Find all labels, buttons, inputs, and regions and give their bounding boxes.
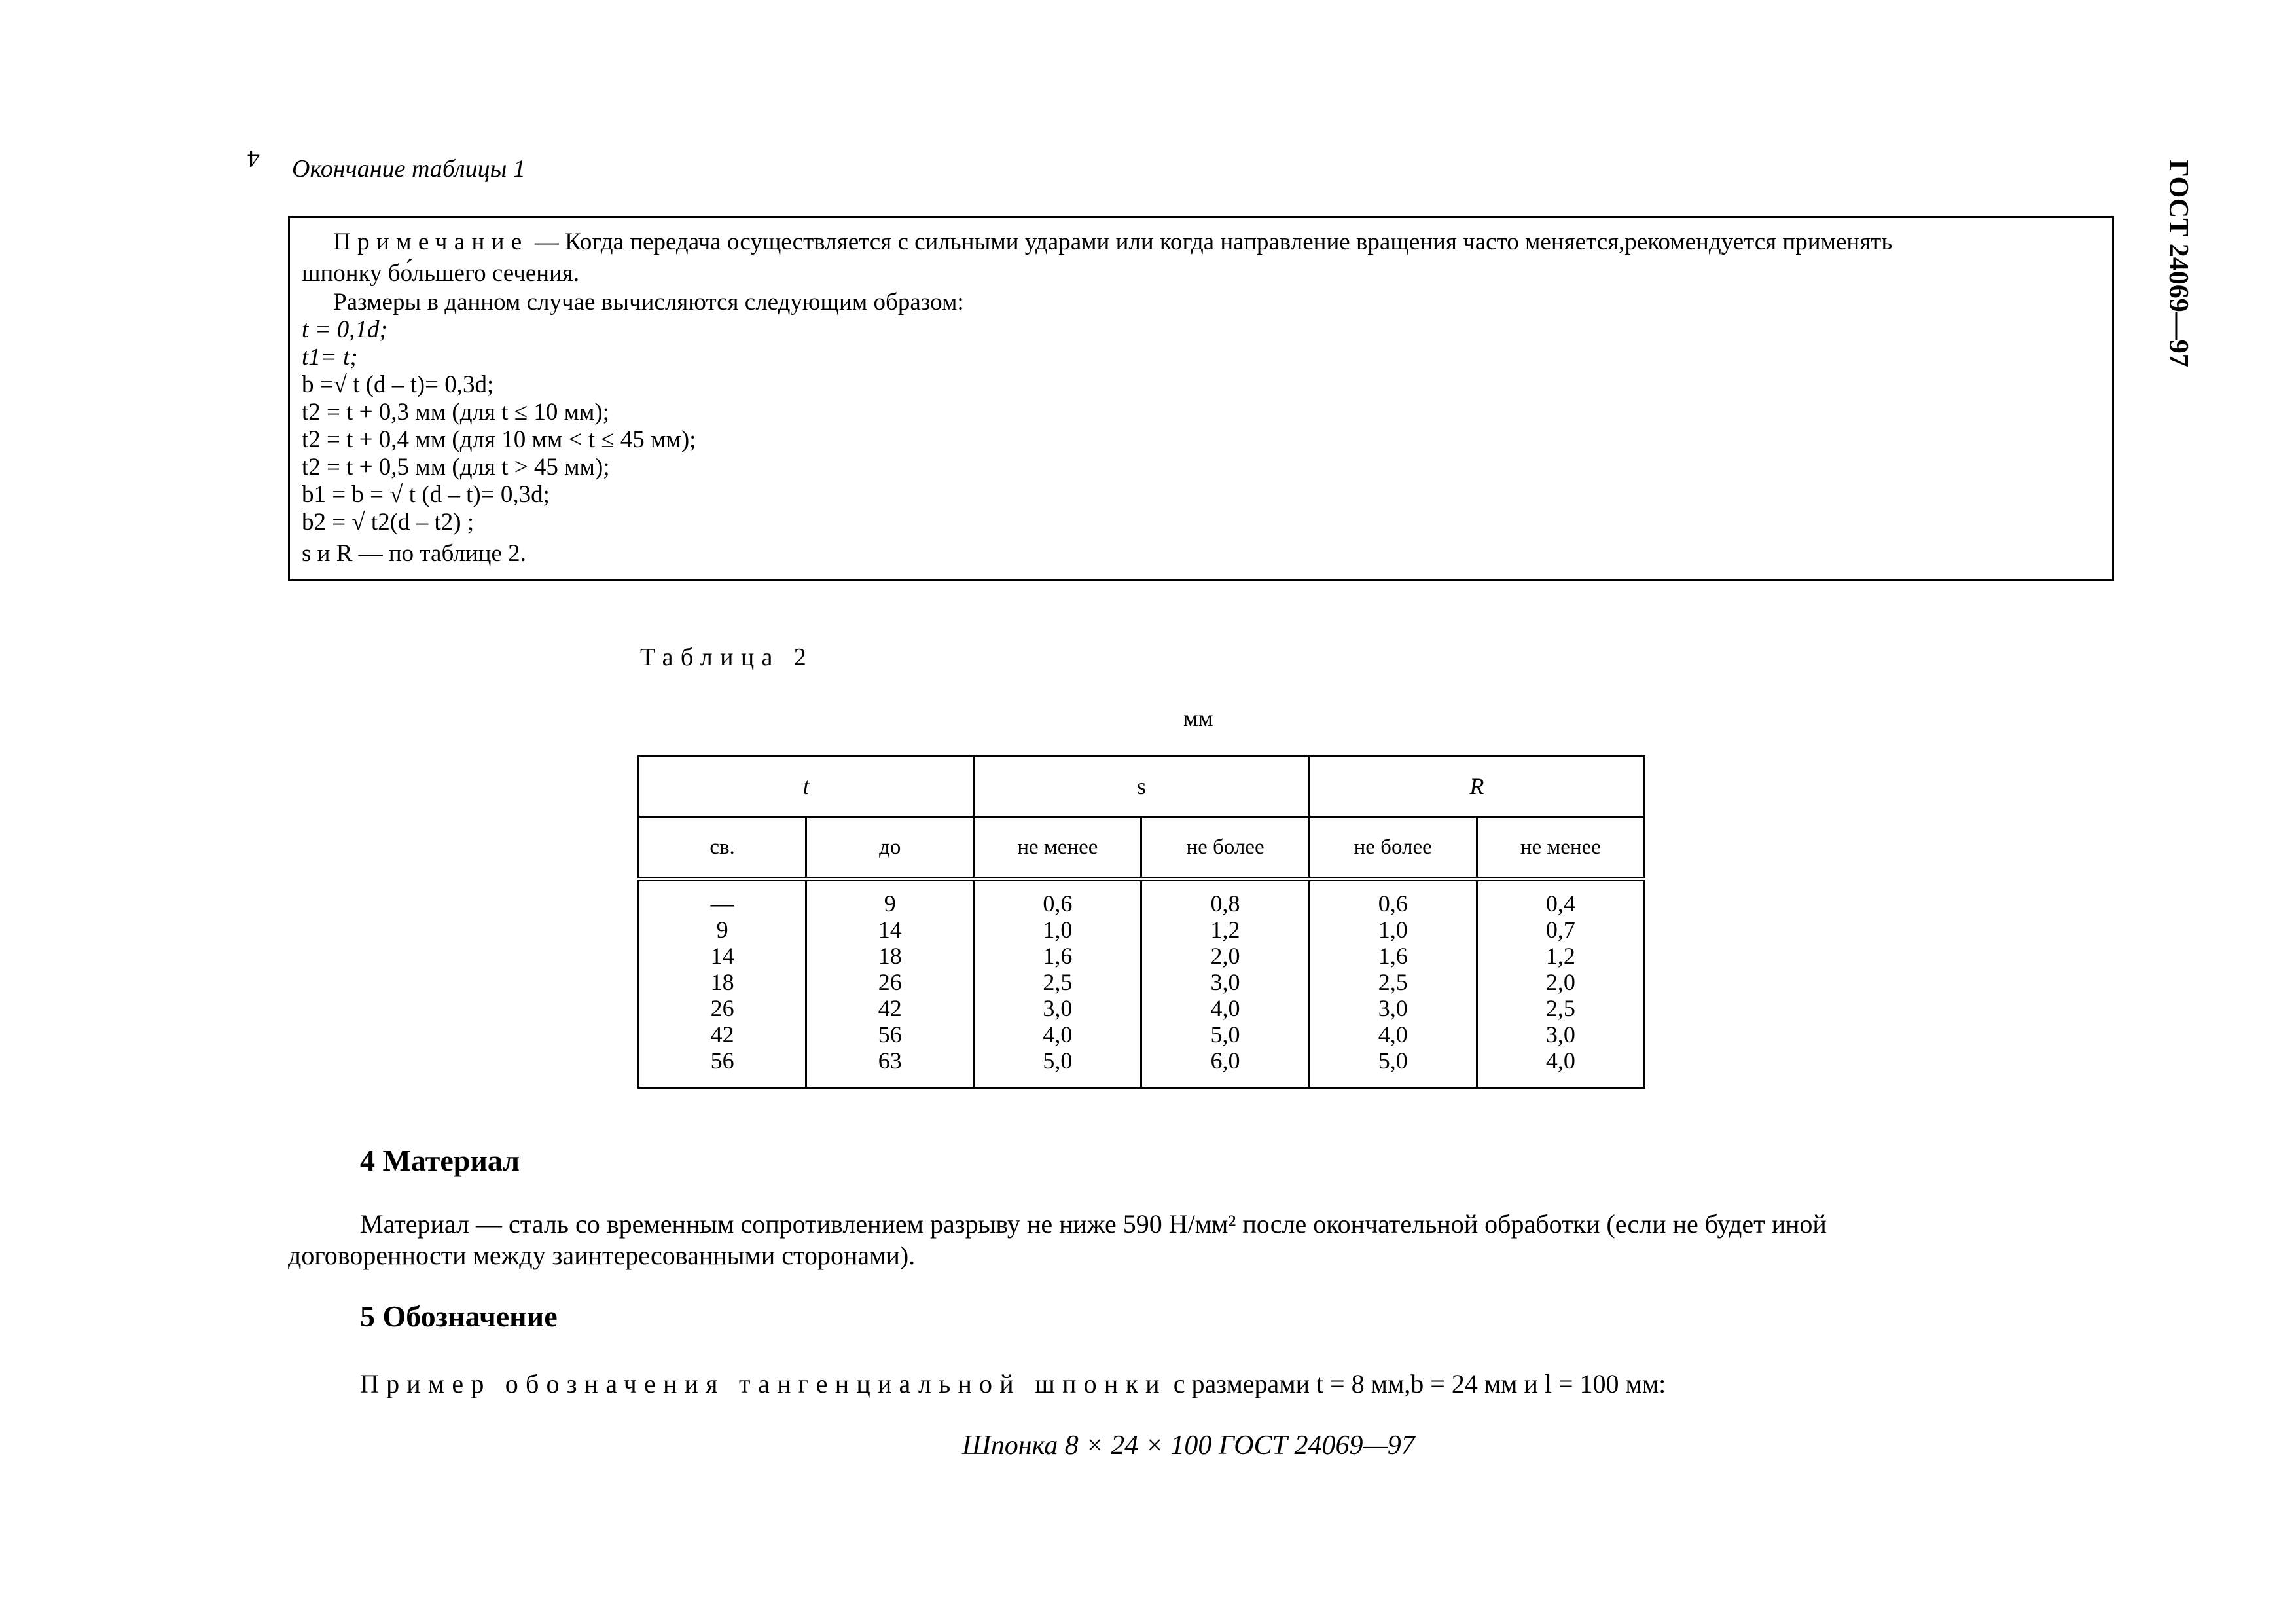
subheader-r-min: не менее <box>1477 817 1644 879</box>
column-r-max <box>1309 879 1477 1088</box>
table-cell: 3,0 <box>1043 995 1073 1021</box>
table-cell: 3,0 <box>1210 969 1240 995</box>
table-cell: 4,0 <box>1210 995 1240 1021</box>
example-rest: с размерами t = 8 мм,b = 24 мм и l = 100 мм: <box>1166 1369 1666 1398</box>
note-formula-8: b2 = √ t2(d – t2) ; <box>302 509 475 536</box>
table-cell: 26 <box>710 995 734 1021</box>
header-r: R <box>1309 756 1644 817</box>
subheader-r-max: не более <box>1309 817 1477 879</box>
header-s: s <box>974 756 1309 817</box>
column-r-min <box>1477 879 1644 1088</box>
table-cell: 0,6 <box>1043 890 1073 917</box>
table-cell: 4,0 <box>1378 1021 1408 1048</box>
table-cell: 14 <box>878 917 902 943</box>
table-cell: 6,0 <box>1210 1048 1240 1074</box>
table-cell: 0,7 <box>1545 917 1575 943</box>
table-cell: 56 <box>878 1021 902 1048</box>
table-cell: 1,2 <box>1210 917 1240 943</box>
table-cell: 0,8 <box>1210 890 1240 917</box>
page-number: 4 <box>247 145 260 172</box>
designation-example-line <box>360 1368 1666 1399</box>
section-4-line-1: Материал — сталь со временным сопротивлением разрыву не ниже 590 Н/мм² после окончательной обработки (если не будет иной <box>360 1209 1827 1239</box>
section-4-line-2: договоренности между заинтересованными сторонами). <box>288 1241 916 1270</box>
table-cell: 3,0 <box>1378 995 1408 1021</box>
table-cell: 2,5 <box>1545 995 1575 1021</box>
table-cell: 5,0 <box>1043 1048 1073 1074</box>
column-s-min <box>974 879 1141 1088</box>
table-cell: 4,0 <box>1545 1048 1575 1074</box>
note-formula-5: t2 = t + 0,4 мм (для 10 мм < t ≤ 45 мм); <box>302 426 696 453</box>
column-t-to <box>806 879 974 1088</box>
table-cell: — <box>710 890 734 917</box>
table-group-header-row <box>639 756 1645 817</box>
table-cell: 1,2 <box>1545 943 1575 969</box>
subheader-do: до <box>806 817 974 879</box>
table-cell: 1,6 <box>1043 943 1073 969</box>
table-sub-header-row <box>639 817 1645 879</box>
table-cell: 56 <box>710 1048 734 1074</box>
table-cell: 3,0 <box>1545 1021 1575 1048</box>
example-label: Пример обозначения тангенциальной шпонки <box>360 1369 1167 1398</box>
column-t-from <box>639 879 806 1088</box>
table-2-units: мм <box>1183 705 1213 731</box>
note-formula-4: t2 = t + 0,3 мм (для t ≤ 10 мм); <box>302 399 610 426</box>
table-cell: 4,0 <box>1043 1021 1073 1048</box>
subheader-sv: св. <box>639 817 806 879</box>
table-cell: 0,4 <box>1545 890 1575 917</box>
table-cell: 1,6 <box>1378 943 1408 969</box>
note-text-1: — Когда передача осуществляется с сильными ударами или когда направление вращения часто меняется,рекомендуется применять <box>528 228 1893 255</box>
designation-example: Шпонка 8 × 24 × 100 ГОСТ 24069—97 <box>962 1431 1415 1461</box>
note-formula-2: t1= t; <box>302 344 358 371</box>
table-2 <box>637 755 1645 1089</box>
table-cell: 2,5 <box>1378 969 1408 995</box>
header-t: t <box>639 756 974 817</box>
table-cell: 42 <box>710 1021 734 1048</box>
table-continuation-label: Окончание таблицы 1 <box>292 155 526 183</box>
table-cell: 9 <box>884 890 896 917</box>
standard-side-header: ГОСТ 24069—97 <box>2163 160 2193 367</box>
table-cell: 42 <box>878 995 902 1021</box>
table-cell: 5,0 <box>1378 1048 1408 1074</box>
table-cell: 1,0 <box>1378 917 1408 943</box>
table-data-row <box>639 879 1645 1088</box>
subheader-s-min: не менее <box>974 817 1141 879</box>
note-line-2: шпонку бо́льшего сечения. <box>302 260 580 287</box>
table-2-caption: Таблица 2 <box>640 644 814 671</box>
table-cell: 18 <box>878 943 902 969</box>
note-formula-1: t = 0,1d; <box>302 316 387 343</box>
note-line-1 <box>333 230 1892 254</box>
table-cell: 2,0 <box>1545 969 1575 995</box>
note-formula-9: s и R — по таблице 2. <box>302 540 526 567</box>
table-cell: 9 <box>716 917 728 943</box>
section-4-title: 4 Материал <box>360 1144 520 1177</box>
section-5-title: 5 Обозначение <box>360 1300 558 1333</box>
table-cell: 14 <box>710 943 734 969</box>
note-formula-7: b1 = b = √ t (d – t)= 0,3d; <box>302 481 550 508</box>
table-cell: 0,6 <box>1378 890 1408 917</box>
table-cell: 63 <box>878 1048 902 1074</box>
note-formula-6: t2 = t + 0,5 мм (для t > 45 мм); <box>302 454 610 481</box>
note-label: Примечание <box>333 228 529 255</box>
table-cell: 26 <box>878 969 902 995</box>
table-cell: 5,0 <box>1210 1021 1240 1048</box>
note-line-3: Размеры в данном случае вычисляются следующим образом: <box>333 289 964 316</box>
subheader-s-max: не более <box>1141 817 1309 879</box>
table-cell: 2,5 <box>1043 969 1073 995</box>
column-s-max <box>1141 879 1309 1088</box>
table-cell: 2,0 <box>1210 943 1240 969</box>
note-box <box>288 216 2114 581</box>
table-cell: 1,0 <box>1043 917 1073 943</box>
note-formula-3: b =√ t (d – t)= 0,3d; <box>302 371 494 398</box>
table-cell: 18 <box>710 969 734 995</box>
